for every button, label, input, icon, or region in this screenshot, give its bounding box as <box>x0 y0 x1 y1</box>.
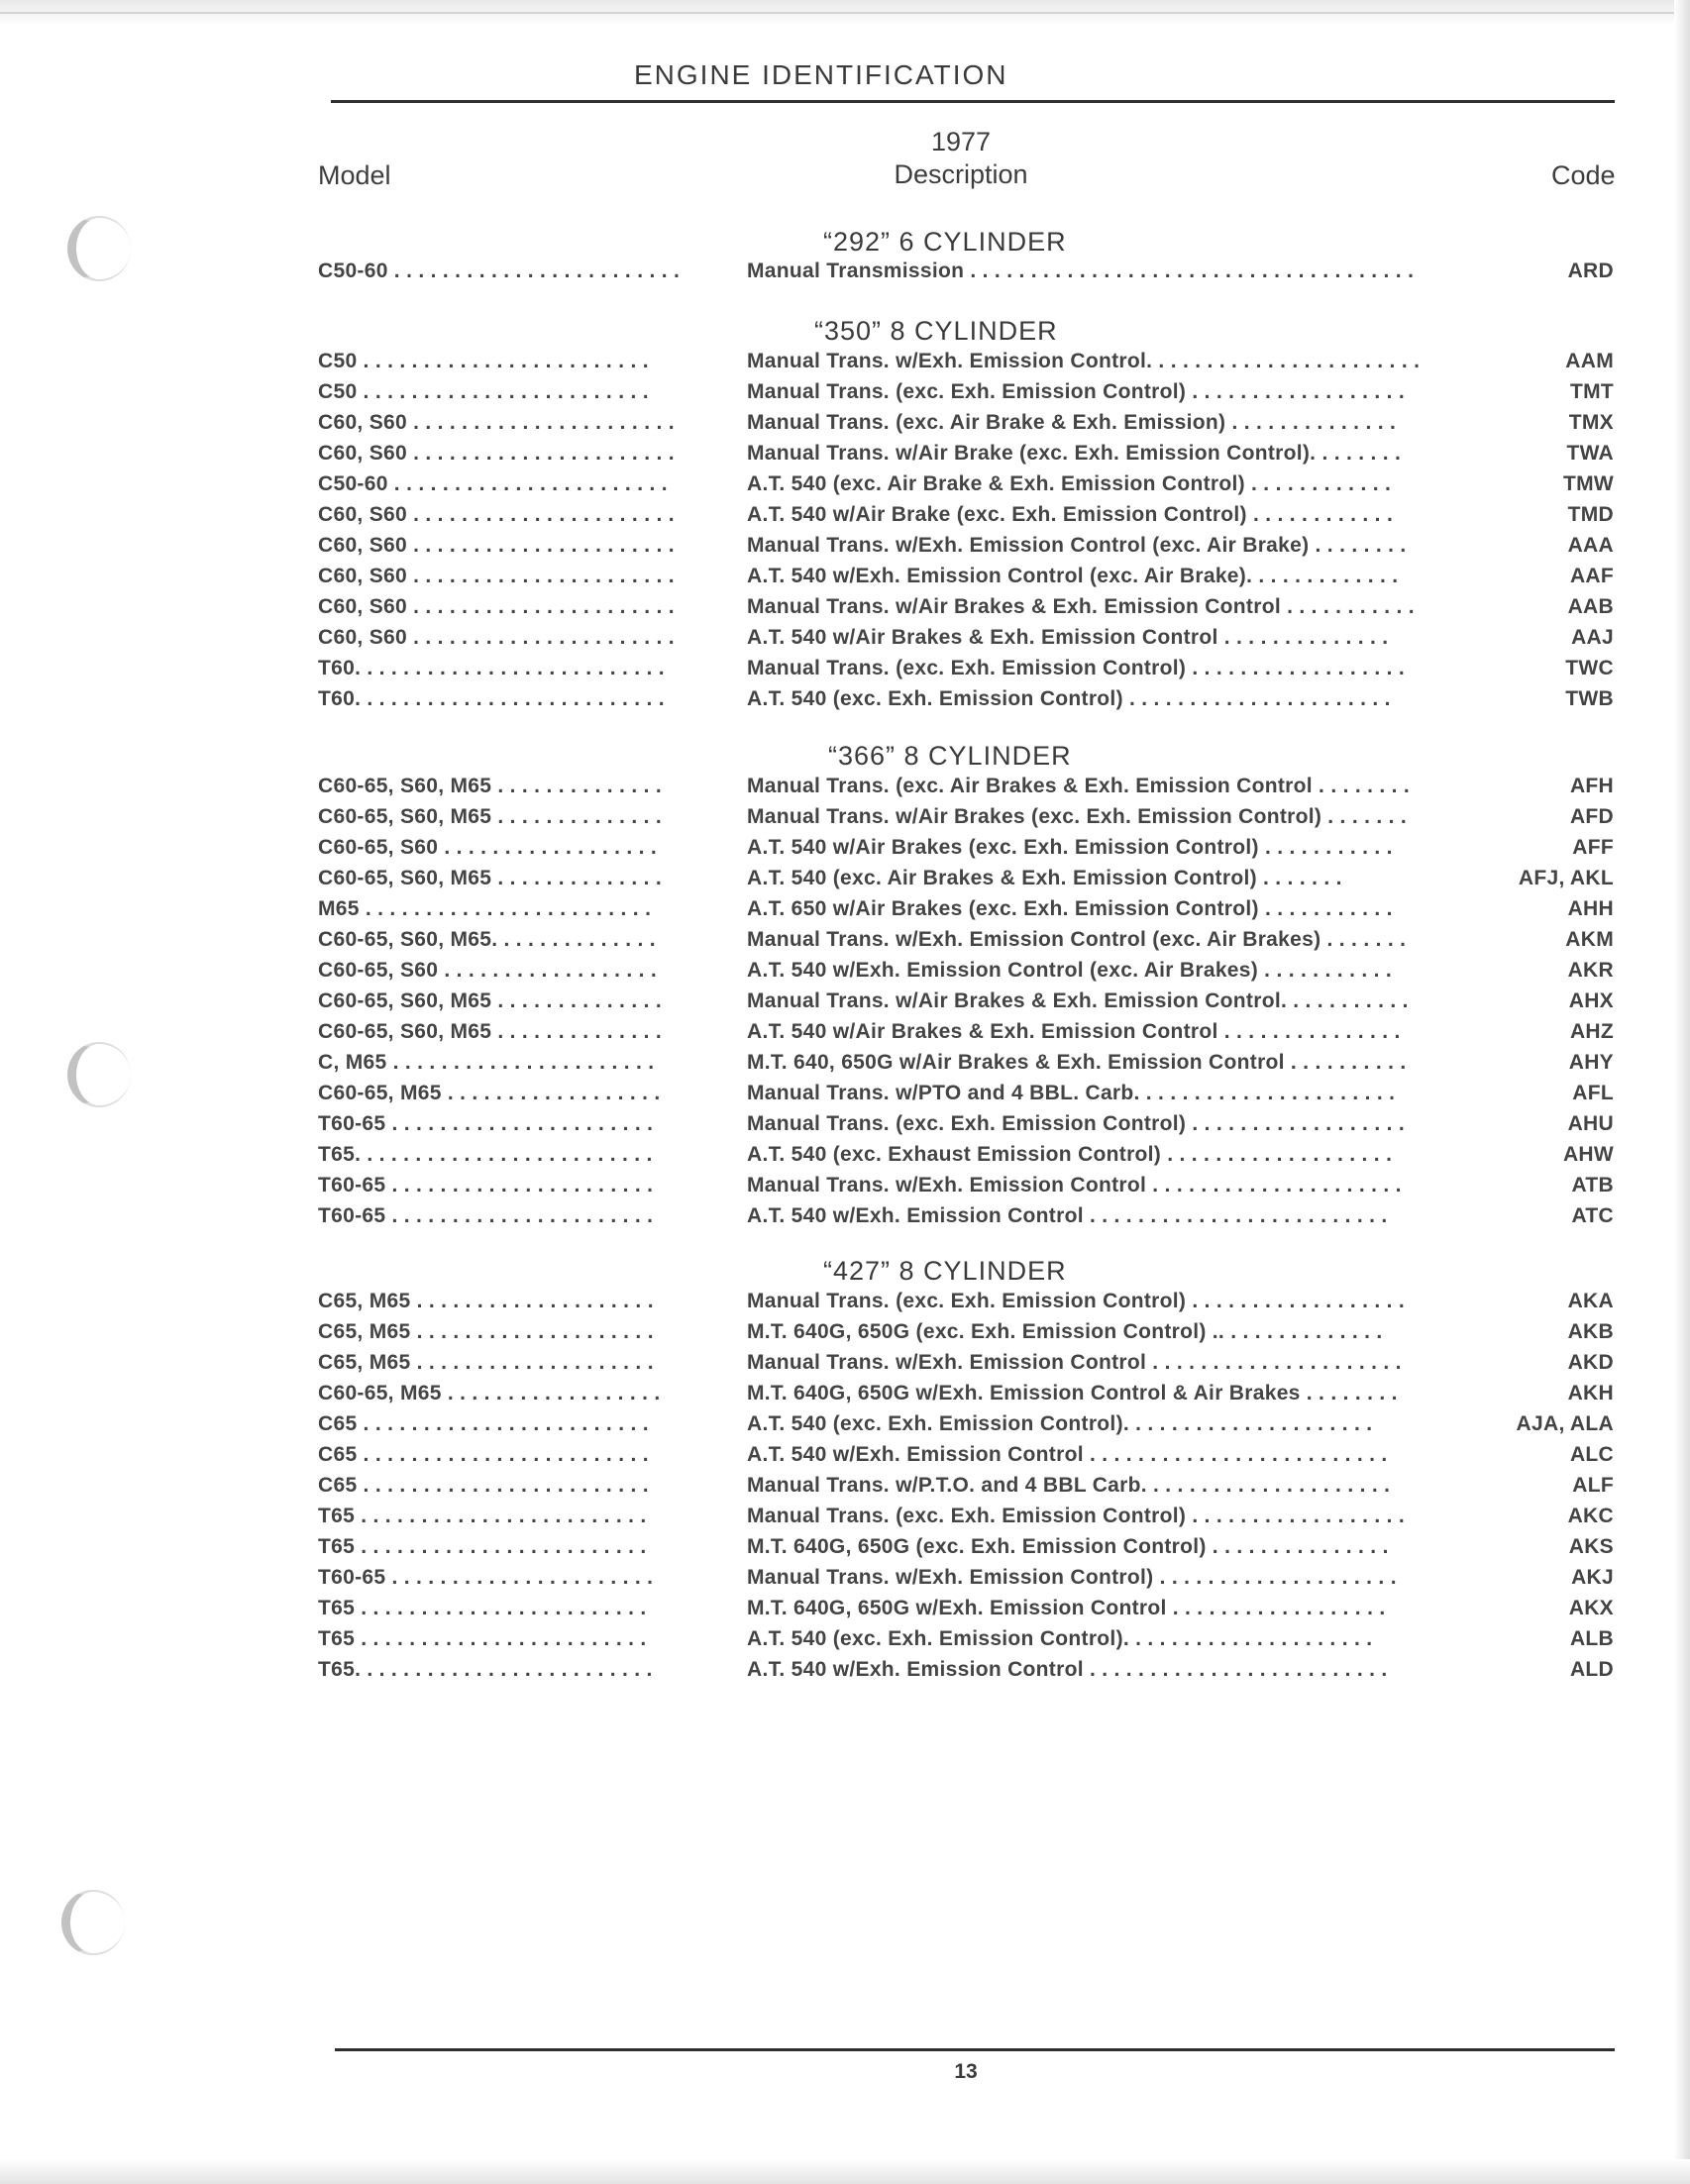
table-row <box>0 1443 1690 1474</box>
description-cell: Manual Trans. w/PTO and 4 BBL. Carb. . . . . . . . . . . . . . . . . . . . . . <box>747 1082 1396 1104</box>
code-cell: TMT <box>1569 380 1614 403</box>
model-cell: M65 . . . . . . . . . . . . . . . . . . . . . . . . <box>318 897 652 920</box>
section-heading-350: “350” 8 CYLINDER <box>814 316 1058 346</box>
description-cell: Manual Trans. w/Exh. Emission Control. . . . . . . . . . . . . . . . . . . . . . . <box>747 350 1421 372</box>
table-row <box>0 989 1690 1020</box>
table-row <box>0 565 1690 595</box>
code-cell: ALC <box>1569 1443 1614 1466</box>
description-cell: A.T. 540 (exc. Air Brake & Exh. Emission Control) . . . . . . . . . . . . <box>747 472 1392 495</box>
model-cell: T60. . . . . . . . . . . . . . . . . . . . . . . . . . <box>318 687 665 710</box>
description-cell: M.T. 640G, 650G (exc. Exh. Emission Control) . . . . . . . . . . . . . . . <box>747 1535 1389 1558</box>
table-row <box>0 1112 1690 1143</box>
description-cell: M.T. 640G, 650G w/Exh. Emission Control & Air Brakes . . . . . . . . <box>747 1382 1398 1404</box>
description-cell: Manual Trans. w/Exh. Emission Control . . . . . . . . . . . . . . . . . . . . . <box>747 1174 1402 1196</box>
description-cell: Manual Trans. w/Exh. Emission Control (exc. Air Brakes) . . . . . . . <box>747 928 1407 951</box>
code-cell: AHH <box>1567 897 1614 920</box>
description-cell: Manual Transmission . . . . . . . . . . . . . . . . . . . . . . . . . . . . . . . . . . . . . <box>747 260 1415 282</box>
code-cell: AKX <box>1568 1597 1614 1619</box>
model-cell: T60-65 . . . . . . . . . . . . . . . . . . . . . . <box>318 1204 654 1227</box>
description-cell: Manual Trans. (exc. Exh. Emission Control) . . . . . . . . . . . . . . . . . . <box>747 1290 1406 1312</box>
code-cell: ATC <box>1571 1204 1614 1227</box>
model-cell: C60-65, S60, M65 . . . . . . . . . . . . . . <box>318 867 662 889</box>
code-cell: AAF <box>1569 565 1614 587</box>
code-cell: AFF <box>1572 836 1614 859</box>
top-rule <box>331 100 1615 103</box>
table-row <box>0 687 1690 718</box>
description-cell: Manual Trans. w/Exh. Emission Control . . . . . . . . . . . . . . . . . . . . . <box>747 1351 1402 1374</box>
scan-bottom-edge <box>0 2159 1690 2184</box>
code-cell: AKD <box>1567 1351 1614 1374</box>
table-row <box>0 836 1690 867</box>
model-cell: C50-60 . . . . . . . . . . . . . . . . . . . . . . . <box>318 472 668 495</box>
description-cell: Manual Trans. w/Air Brakes & Exh. Emission Control. . . . . . . . . . . <box>747 989 1409 1012</box>
model-cell: C, M65 . . . . . . . . . . . . . . . . . . . . . . <box>318 1051 655 1074</box>
model-cell: C60, S60 . . . . . . . . . . . . . . . . . . . . . . <box>318 442 675 465</box>
table-row <box>0 1082 1690 1112</box>
description-cell: Manual Trans. (exc. Air Brake & Exh. Emission) . . . . . . . . . . . . . . <box>747 411 1397 434</box>
table-row <box>0 442 1690 472</box>
code-cell: AHW <box>1562 1143 1614 1166</box>
description-cell: Manual Trans. (exc. Exh. Emission Control) . . . . . . . . . . . . . . . . . . <box>747 1505 1406 1527</box>
table-row <box>0 928 1690 959</box>
description-cell: Manual Trans. (exc. Air Brakes & Exh. Emission Control . . . . . . . . <box>747 775 1411 797</box>
description-column-header: Description <box>894 159 1028 189</box>
description-cell: A.T. 540 (exc. Exh. Emission Control) . . . . . . . . . . . . . . . . . . . . . . <box>747 687 1391 710</box>
model-cell: C60-65, S60, M65 . . . . . . . . . . . . . . <box>318 989 662 1012</box>
description-cell: A.T. 540 (exc. Exh. Emission Control). . . . . . . . . . . . . . . . . . . . . <box>747 1627 1373 1650</box>
code-cell: AKA <box>1567 1290 1614 1312</box>
scan-top-line <box>0 12 1690 14</box>
table-row <box>0 503 1690 534</box>
description-cell: Manual Trans. (exc. Exh. Emission Control) . . . . . . . . . . . . . . . . . . <box>747 657 1406 679</box>
code-cell: TWB <box>1565 687 1614 710</box>
table-row <box>0 1320 1690 1351</box>
code-cell: TWC <box>1565 657 1614 679</box>
code-cell: AHZ <box>1569 1020 1614 1043</box>
model-cell: C60, S60 . . . . . . . . . . . . . . . . . . . . . . <box>318 565 675 587</box>
code-cell: AKM <box>1565 928 1614 951</box>
description-cell: Manual Trans. w/Air Brakes & Exh. Emission Control . . . . . . . . . . . <box>747 595 1415 618</box>
code-cell: AFH <box>1569 775 1614 797</box>
model-cell: C50-60 . . . . . . . . . . . . . . . . . . . . . . . . <box>318 260 681 282</box>
description-cell: Manual Trans. (exc. Exh. Emission Control) . . . . . . . . . . . . . . . . . . <box>747 380 1406 403</box>
description-cell: A.T. 540 w/Exh. Emission Control (exc. Air Brakes) . . . . . . . . . . . <box>747 959 1393 982</box>
code-cell: ARD <box>1567 260 1614 282</box>
model-cell: C65 . . . . . . . . . . . . . . . . . . . . . . . . <box>318 1412 649 1435</box>
table-row <box>0 260 1690 290</box>
page-title: ENGINE IDENTIFICATION <box>634 59 1008 90</box>
model-cell: T65. . . . . . . . . . . . . . . . . . . . . . . . . <box>318 1658 653 1681</box>
model-cell: C60, S60 . . . . . . . . . . . . . . . . . . . . . . <box>318 411 675 434</box>
model-cell: C60-65, S60 . . . . . . . . . . . . . . . . . . <box>318 959 658 982</box>
description-cell: Manual Trans. (exc. Exh. Emission Control) . . . . . . . . . . . . . . . . . . <box>747 1112 1406 1135</box>
model-cell: C65, M65 . . . . . . . . . . . . . . . . . . . . <box>318 1290 654 1312</box>
model-cell: C60, S60 . . . . . . . . . . . . . . . . . . . . . . <box>318 503 675 526</box>
model-cell: C50 . . . . . . . . . . . . . . . . . . . . . . . . <box>318 350 649 372</box>
description-cell: A.T. 650 w/Air Brakes (exc. Exh. Emission Control) . . . . . . . . . . . <box>747 897 1393 920</box>
section-heading-427: “427” 8 CYLINDER <box>823 1256 1067 1286</box>
code-cell: AHY <box>1568 1051 1614 1074</box>
description-cell: A.T. 540 w/Air Brake (exc. Exh. Emission Control) . . . . . . . . . . . . <box>747 503 1394 526</box>
table-row <box>0 1505 1690 1535</box>
code-cell: ATB <box>1571 1174 1614 1196</box>
table-row <box>0 1204 1690 1235</box>
table-row <box>0 1474 1690 1505</box>
description-cell: Manual Trans. w/P.T.O. and 4 BBL Carb. . . . . . . . . . . . . . . . . . . . . <box>747 1474 1391 1497</box>
description-cell: A.T. 540 w/Exh. Emission Control . . . . . . . . . . . . . . . . . . . . . . . . . <box>747 1658 1388 1681</box>
table-row <box>0 350 1690 380</box>
model-cell: C60-65, S60, M65. . . . . . . . . . . . . . <box>318 928 656 951</box>
section-heading-292: “292” 6 CYLINDER <box>823 227 1067 257</box>
table-row <box>0 595 1690 626</box>
code-cell: ALD <box>1569 1658 1614 1681</box>
table-row <box>0 1351 1690 1382</box>
page-number: 13 <box>954 2060 978 2083</box>
model-cell: C60-65, M65 . . . . . . . . . . . . . . . . . . <box>318 1382 661 1404</box>
table-row <box>0 657 1690 687</box>
table-row <box>0 626 1690 657</box>
table-row <box>0 1174 1690 1204</box>
table-row <box>0 380 1690 411</box>
table-row <box>0 867 1690 897</box>
model-cell: T65 . . . . . . . . . . . . . . . . . . . . . . . . <box>318 1505 647 1527</box>
model-cell: C60-65, S60, M65 . . . . . . . . . . . . . . <box>318 775 662 797</box>
section-heading-366: “366” 8 CYLINDER <box>828 741 1072 771</box>
description-cell: A.T. 540 w/Exh. Emission Control (exc. Air Brake). . . . . . . . . . . . . <box>747 565 1399 587</box>
description-cell: A.T. 540 (exc. Air Brakes & Exh. Emission Control) . . . . . . . <box>747 867 1342 889</box>
table-row <box>0 1412 1690 1443</box>
table-row <box>0 1535 1690 1566</box>
code-cell: TWA <box>1566 442 1614 465</box>
table-row <box>0 1658 1690 1689</box>
model-cell: C60, S60 . . . . . . . . . . . . . . . . . . . . . . <box>318 534 675 557</box>
table-row <box>0 1382 1690 1412</box>
table-row <box>0 805 1690 836</box>
table-row <box>0 1143 1690 1174</box>
code-cell: AHX <box>1568 989 1614 1012</box>
table-row <box>0 534 1690 565</box>
table-row <box>0 1566 1690 1597</box>
code-cell: AFJ, AKL <box>1518 867 1614 889</box>
description-cell: Manual Trans. w/Exh. Emission Control) . . . . . . . . . . . . . . . . . . . . <box>747 1566 1397 1589</box>
model-cell: T60-65 . . . . . . . . . . . . . . . . . . . . . . <box>318 1112 654 1135</box>
punch-hole-bottom <box>61 1890 125 1955</box>
description-cell: A.T. 540 (exc. Exh. Emission Control). . . . . . . . . . . . . . . . . . . . . <box>747 1412 1373 1435</box>
model-cell: C50 . . . . . . . . . . . . . . . . . . . . . . . . <box>318 380 649 403</box>
model-cell: C65, M65 . . . . . . . . . . . . . . . . . . . . <box>318 1320 654 1343</box>
code-cell: AAM <box>1565 350 1614 372</box>
description-cell: A.T. 540 (exc. Exhaust Emission Control) . . . . . . . . . . . . . . . . . . . <box>747 1143 1393 1166</box>
year-label: 1977 <box>930 127 992 156</box>
table-row <box>0 411 1690 442</box>
model-cell: C65, M65 . . . . . . . . . . . . . . . . . . . . <box>318 1351 654 1374</box>
description-cell: A.T. 540 w/Exh. Emission Control . . . . . . . . . . . . . . . . . . . . . . . . . <box>747 1204 1388 1227</box>
model-cell: T65. . . . . . . . . . . . . . . . . . . . . . . . . <box>318 1143 653 1166</box>
table-row <box>0 775 1690 805</box>
code-cell: ALB <box>1569 1627 1614 1650</box>
code-cell: AKC <box>1567 1505 1614 1527</box>
code-cell: TMW <box>1562 472 1614 495</box>
model-cell: T65 . . . . . . . . . . . . . . . . . . . . . . . . <box>318 1597 647 1619</box>
model-cell: T60. . . . . . . . . . . . . . . . . . . . . . . . . . <box>318 657 665 679</box>
model-cell: C65 . . . . . . . . . . . . . . . . . . . . . . . . <box>318 1443 649 1466</box>
table-row <box>0 1597 1690 1627</box>
model-cell: T60-65 . . . . . . . . . . . . . . . . . . . . . . <box>318 1174 654 1196</box>
code-cell: AKS <box>1568 1535 1614 1558</box>
description-cell: A.T. 540 w/Air Brakes & Exh. Emission Control . . . . . . . . . . . . . . <box>747 626 1389 649</box>
code-cell: AJA, ALA <box>1516 1412 1614 1435</box>
code-cell: TMD <box>1567 503 1614 526</box>
description-cell: M.T. 640, 650G w/Air Brakes & Exh. Emission Control . . . . . . . . . . <box>747 1051 1407 1074</box>
table-row <box>0 1290 1690 1320</box>
table-row <box>0 897 1690 928</box>
code-cell: AKR <box>1567 959 1614 982</box>
description-cell: A.T. 540 w/Exh. Emission Control . . . . . . . . . . . . . . . . . . . . . . . . . <box>747 1443 1388 1466</box>
model-cell: T60-65 . . . . . . . . . . . . . . . . . . . . . . <box>318 1566 654 1589</box>
table-row <box>0 959 1690 989</box>
code-cell: AHU <box>1567 1112 1614 1135</box>
model-column-header: Model <box>318 160 391 190</box>
code-cell: AKJ <box>1571 1566 1614 1589</box>
description-cell: Manual Trans. w/Air Brake (exc. Exh. Emission Control). . . . . . . . <box>747 442 1402 465</box>
description-cell: Manual Trans. w/Exh. Emission Control (exc. Air Brake) . . . . . . . . <box>747 534 1407 557</box>
code-cell: AFL <box>1572 1082 1614 1104</box>
code-cell: AAJ <box>1571 626 1614 649</box>
model-cell: C60, S60 . . . . . . . . . . . . . . . . . . . . . . <box>318 626 675 649</box>
code-cell: AKB <box>1567 1320 1614 1343</box>
table-row <box>0 472 1690 503</box>
table-row <box>0 1627 1690 1658</box>
model-cell: C60-65, S60 . . . . . . . . . . . . . . . . . . <box>318 836 658 859</box>
code-cell: AAA <box>1567 534 1614 557</box>
code-cell: AFD <box>1569 805 1614 828</box>
model-cell: C60-65, S60, M65 . . . . . . . . . . . . . . <box>318 1020 662 1043</box>
model-cell: C65 . . . . . . . . . . . . . . . . . . . . . . . . <box>318 1474 649 1497</box>
code-cell: ALF <box>1572 1474 1614 1497</box>
table-row <box>0 1020 1690 1051</box>
bottom-rule <box>335 2048 1615 2051</box>
description-cell: Manual Trans. w/Air Brakes (exc. Exh. Emission Control) . . . . . . . <box>747 805 1408 828</box>
code-column-header: Code <box>1551 160 1616 190</box>
model-cell: C60, S60 . . . . . . . . . . . . . . . . . . . . . . <box>318 595 675 618</box>
model-cell: C60-65, M65 . . . . . . . . . . . . . . . . . . <box>318 1082 661 1104</box>
code-cell: TMX <box>1568 411 1614 434</box>
description-cell: M.T. 640G, 650G (exc. Exh. Emission Control) .. . . . . . . . . . . . . . <box>747 1320 1383 1343</box>
code-cell: AAB <box>1567 595 1614 618</box>
model-cell: C60-65, S60, M65 . . . . . . . . . . . . . . <box>318 805 662 828</box>
description-cell: A.T. 540 w/Air Brakes & Exh. Emission Control . . . . . . . . . . . . . . . <box>747 1020 1401 1043</box>
table-row <box>0 1051 1690 1082</box>
model-cell: T65 . . . . . . . . . . . . . . . . . . . . . . . . <box>318 1535 647 1558</box>
code-cell: AKH <box>1567 1382 1614 1404</box>
description-cell: A.T. 540 w/Air Brakes (exc. Exh. Emission Control) . . . . . . . . . . . <box>747 836 1393 859</box>
description-cell: M.T. 640G, 650G w/Exh. Emission Control . . . . . . . . . . . . . . . . . . <box>747 1597 1386 1619</box>
model-cell: T65 . . . . . . . . . . . . . . . . . . . . . . . . <box>318 1627 647 1650</box>
